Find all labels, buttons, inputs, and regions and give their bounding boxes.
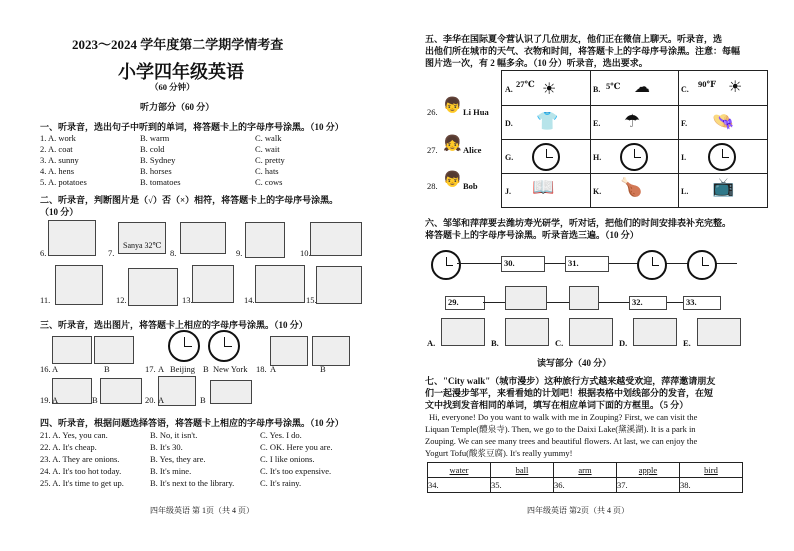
option-letter: L.	[681, 187, 689, 196]
item-number: 28.	[427, 181, 438, 191]
sec1-row-4-c: C. hats	[255, 166, 279, 176]
picture-classroom	[48, 220, 96, 256]
book-icon: 📖	[532, 177, 555, 197]
answer-cell-38[interactable]: 38.	[680, 478, 743, 493]
item-number: 7.	[108, 248, 115, 258]
picture-option-b	[505, 318, 549, 346]
picture-shoes	[210, 380, 252, 404]
sec1-row-3-b: B. Sydney	[140, 155, 176, 165]
page-footer: 四年级英语 第2页（共 4 页）	[527, 506, 629, 515]
sec1-row-5-a: 5. A. potatoes	[40, 177, 87, 187]
sec1-row-3-a: 3. A. sunny	[40, 155, 79, 165]
sec1-row-1-a: 1. A. work	[40, 133, 76, 143]
table-row	[428, 478, 743, 493]
sec1-row-5-c: C. cows	[255, 177, 283, 187]
picture-greenhouse	[505, 286, 547, 310]
table-word	[680, 463, 743, 478]
sec4-row-21-a: 21. A. Yes, you can.	[40, 430, 108, 440]
option-a: A	[270, 364, 277, 374]
option-b: B	[200, 395, 206, 405]
answer-cell-35[interactable]: 35.	[491, 478, 554, 493]
sec4-row-23-c: C. I like onions.	[260, 454, 315, 464]
clock-icon	[532, 143, 560, 171]
sec4-row-22-a: 22. A. It's cheap.	[40, 442, 97, 452]
sec4-row-25-b: B. It's next to the library.	[150, 478, 235, 488]
blank-box-30	[501, 256, 545, 272]
item-number: 8.	[170, 248, 177, 258]
option-a: A	[158, 395, 165, 405]
sec1-row-2-a: 2. A. coat	[40, 144, 73, 154]
option-b: B	[320, 364, 326, 374]
picture-people	[569, 286, 599, 310]
clock-icon	[687, 250, 717, 280]
sec7-instruction-line2: 们一起漫步邹平，来看看她的计划吧！根据表格中划线部分的发音，在短	[425, 388, 714, 398]
sec4-instruction: 四、听录音，根据问题选择答语，将答题卡上相应的字母序号涂黑。（10 分）	[40, 418, 344, 428]
sec4-row-22-c: C. OK. Here you are.	[260, 442, 333, 452]
sec7-instruction-line1: 七、"City walk"（城市漫步）这种旅行方式越来越受欢迎，萍萍邀请朋友	[425, 376, 716, 386]
name-alice: Alice	[463, 145, 482, 155]
sec4-row-22-b: B. It's 30.	[150, 442, 183, 452]
clock-icon	[708, 143, 736, 171]
clock-icon	[168, 330, 200, 362]
temp-label-c: 90℉	[698, 79, 716, 89]
picture-students	[128, 268, 178, 306]
sec1-row-5-b: B. tomatoes	[140, 177, 181, 187]
option-a: A	[52, 364, 59, 374]
sec5-instruction-line2: 出他们所在城市的天气、衣物和时间，将答题卡上的字母序号涂黑。注意：每幅	[425, 46, 741, 56]
clock-icon	[431, 250, 461, 280]
sun-icon: ☀	[728, 79, 743, 96]
sec6-instruction-line1: 六、邹邹和萍萍要去潍坊寿光研学，听对话，把他们的时间安排表补充完整。	[425, 218, 732, 228]
option-b: B	[92, 395, 98, 405]
temp-label-a: 27℃	[516, 79, 535, 89]
picture-option-e	[697, 318, 741, 346]
clock-icon	[620, 143, 648, 171]
table-word	[554, 463, 617, 478]
sec1-row-4-b: B. horses	[140, 166, 172, 176]
picture-option-a	[441, 318, 485, 346]
answer-cell-36[interactable]: 36.	[554, 478, 617, 493]
sec4-row-23-a: 23. A. They are onions.	[40, 454, 120, 464]
sec4-row-24-c: C. It's too expensive.	[260, 466, 332, 476]
item-number: 27.	[427, 145, 438, 155]
option-letter: C.	[555, 338, 564, 348]
picture-weather-sanya	[118, 222, 166, 254]
option-letter: D.	[619, 338, 628, 348]
avatar: 👦	[443, 98, 462, 114]
item-number: 16.	[40, 364, 51, 374]
option-b: B	[104, 364, 110, 374]
picture-option-c	[569, 318, 613, 346]
blank-label: 30.	[504, 258, 515, 268]
city-beijing: Beijing	[170, 364, 196, 374]
answer-cell-37[interactable]: 37.	[617, 478, 680, 493]
option-letter: K.	[593, 187, 602, 196]
option-letter: G.	[505, 153, 514, 162]
table-row	[428, 463, 743, 478]
picture-play-a	[270, 336, 308, 366]
table-word	[428, 463, 491, 478]
word-bird: bird	[704, 465, 718, 475]
passage-line-1: Hi, everyone! Do you want to walk with me in Zouping? First, we can visit the	[429, 412, 698, 422]
listening-header: 听力部分（60 分）	[140, 102, 215, 112]
sec1-row-1-c: C. walk	[255, 133, 282, 143]
item-number: 12.	[116, 295, 127, 305]
word-apple: apple	[638, 465, 658, 475]
tshirt-icon: 👕	[536, 111, 559, 131]
sec5-instruction-line1: 五、李华在国际夏令营认识了几位朋友，他们正在微信上聊天。听录音，选	[425, 34, 723, 44]
picture-house-b	[94, 336, 134, 364]
sec4-row-24-a: 24. A. It's too hot today.	[40, 466, 122, 476]
snow-cloud-icon: ☁	[634, 79, 650, 96]
sec4-row-24-b: B. It's mine.	[150, 466, 192, 476]
option-a: A	[158, 364, 165, 374]
clock-icon	[208, 330, 240, 362]
item-number: 17.	[145, 364, 156, 374]
sec1-row-3-c: C. pretty	[255, 155, 285, 165]
sec1-instruction: 一、听录音，选出句子中听到的单词，将答题卡上的字母序号涂黑。（10 分）	[40, 122, 344, 132]
clock-icon	[637, 250, 667, 280]
answer-cell-34[interactable]: 34.	[428, 478, 491, 493]
item-number: 9.	[236, 248, 243, 258]
page-footer: 四年级英语 第 1页（共 4 页）	[150, 506, 254, 515]
picture-animals	[180, 222, 226, 254]
sec3-instruction: 三、听录音，选出图片，将答题卡上相应的字母序号涂黑。（10 分）	[40, 320, 308, 330]
option-letter: D.	[505, 119, 513, 128]
option-a: A	[52, 395, 59, 405]
sec2-points: （10 分）	[40, 207, 79, 217]
sec4-row-21-b: B. No, it isn't.	[150, 430, 198, 440]
name-bob: Bob	[463, 181, 478, 191]
option-letter: C.	[681, 85, 689, 94]
sun-icon: ☀	[542, 81, 557, 98]
sec7-instruction-line3: 文中找到发音相同的单词，填写在相应单词下面的方框里。（5 分）	[425, 400, 689, 410]
sec1-row-2-c: C. wait	[255, 144, 280, 154]
word-ball: ball	[515, 465, 529, 475]
item-number: 10.	[300, 248, 311, 258]
option-letter: A.	[505, 85, 513, 94]
word-water: water	[449, 465, 469, 475]
option-letter: E.	[593, 119, 601, 128]
option-letter: H.	[593, 153, 602, 162]
picture-option-d	[633, 318, 677, 346]
item-number: 15.	[306, 295, 317, 305]
city-new-york: New York	[213, 364, 248, 374]
passage-line-4: Yogurt Tofu(酸浆豆腐). It's really yummy!	[425, 448, 573, 458]
blank-box-33	[683, 296, 721, 310]
option-letter: E.	[683, 338, 691, 348]
tv-icon: 📺	[712, 177, 735, 197]
option-letter: B.	[593, 85, 601, 94]
item-number: 20.	[145, 395, 156, 405]
sec4-row-23-b: B. Yes, they are.	[150, 454, 206, 464]
hat-icon: 👒	[712, 111, 735, 131]
sec6-instruction-line2: 将答题卡上的字母序号涂黑。听录音选三遍。（10 分）	[425, 230, 639, 240]
item-number: 18.	[256, 364, 267, 374]
blank-label: 33.	[686, 297, 697, 307]
picture-chef	[316, 266, 362, 304]
passage-line-3: Zouping. We can see many trees and beautiful flowers. At last, we can enjoy the	[425, 436, 698, 446]
item-number: 11.	[40, 295, 51, 305]
sec1-row-2-b: B. cold	[140, 144, 165, 154]
option-b: B	[203, 364, 209, 374]
word-arm: arm	[578, 465, 592, 475]
avatar: 👧	[443, 136, 462, 152]
blank-label: 29.	[448, 297, 459, 307]
subject-title: 小学四年级英语	[118, 62, 244, 82]
picture-socks	[245, 222, 285, 258]
sec1-row-1-b: B. warm	[140, 133, 170, 143]
item-number: 13.	[182, 295, 193, 305]
sec5-grid	[501, 70, 768, 208]
sanya-label: Sanya 32℃	[123, 241, 162, 250]
sec2-instruction: 二、听录音，判断图片是（√）否（×）相符，将答题卡上的字母序号涂黑。	[40, 195, 339, 205]
sec4-row-25-a: 25. A. It's time to get up.	[40, 478, 124, 488]
option-letter: J.	[505, 187, 511, 196]
blank-label: 32.	[632, 297, 643, 307]
item-number: 19.	[40, 395, 51, 405]
picture-scarf	[192, 265, 234, 303]
blank-box-29	[445, 296, 485, 310]
item-number: 14.	[244, 295, 255, 305]
blank-box-32	[629, 296, 667, 310]
temp-label-b: 5℃	[606, 81, 621, 91]
picture-play-b	[312, 336, 350, 366]
avatar: 👦	[443, 172, 462, 188]
item-number: 6.	[40, 248, 47, 258]
food-icon: 🍗	[620, 177, 643, 197]
exam-header-title: 2023～2024 学年度第二学期学情考查	[72, 37, 284, 52]
umbrella-icon: ☂	[624, 111, 641, 131]
option-letter: F.	[681, 119, 688, 128]
sec1-row-4-a: 4. A. hens	[40, 166, 74, 176]
reading-header: 读写部分（40 分）	[537, 358, 612, 368]
option-letter: I.	[681, 153, 687, 162]
picture-house-a	[52, 336, 92, 364]
option-letter: A.	[427, 338, 436, 348]
option-letter: B.	[491, 338, 499, 348]
blank-label: 31.	[568, 258, 579, 268]
sec4-row-25-c: C. It's rainy.	[260, 478, 302, 488]
phonics-table	[427, 462, 743, 493]
right-page	[397, 0, 794, 551]
picture-vegetable-b	[100, 378, 142, 404]
sec5-instruction-line3: 图片选一次，有 2 幅多余。（10 分）听录音，选出要求。	[425, 58, 648, 68]
table-word	[491, 463, 554, 478]
sec4-row-21-c: C. Yes. I do.	[260, 430, 302, 440]
passage-line-2: Liquan Temple(醴泉寺). Then, we go to the Daixi Lake(黛溪湖). It is a park in	[425, 424, 696, 434]
duration-label: （60 分钟）	[150, 82, 195, 92]
picture-store	[255, 265, 305, 303]
table-word	[617, 463, 680, 478]
picture-sports-field	[55, 265, 103, 305]
blank-box-31	[565, 256, 609, 272]
item-number: 26.	[427, 107, 438, 117]
picture-farm	[310, 222, 362, 256]
name-li-hua: Li Hua	[463, 107, 489, 117]
